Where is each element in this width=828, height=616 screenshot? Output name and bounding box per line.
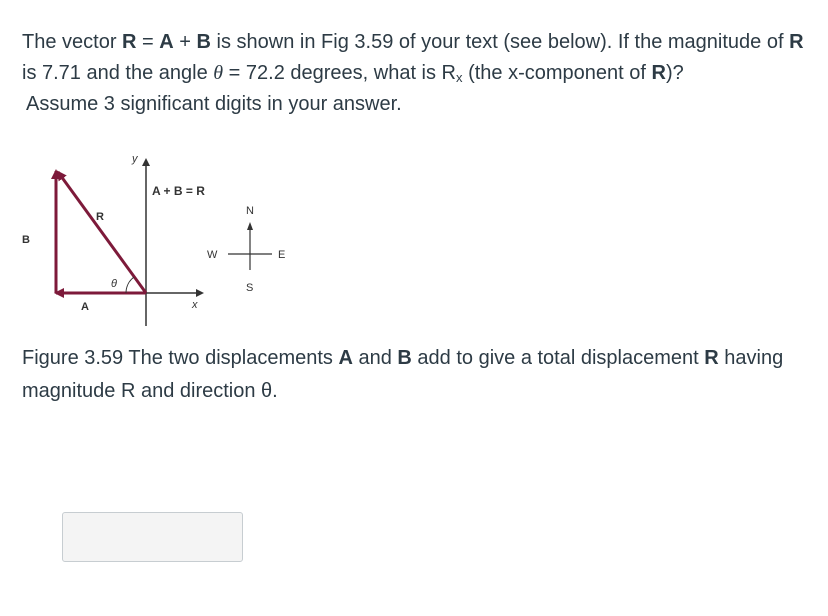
vector-B-label: B [22,234,30,246]
question-text-part: is 7.71 and the angle [22,62,214,84]
sum-equation-label: A + B = R [152,184,205,198]
theta-arc [126,277,134,293]
question-text-part: )? [665,62,684,84]
question-text-part: + [173,31,197,53]
figure-caption [22,342,802,408]
vector-R [58,172,146,293]
figure-3-59 [18,150,308,330]
vector-diagram [18,150,308,330]
vector-B-bold: B [196,31,211,53]
caption-text-part: and [352,347,398,369]
caption-text-part: add to give a total displacement [411,347,705,369]
vector-R-label: R [96,211,104,223]
theta-label: θ [111,278,117,290]
vector-R-bold: R [789,31,804,53]
y-axis-label: y [132,153,138,165]
vector-A-label: A [81,301,89,313]
compass-north-label: N [246,205,254,217]
vector-R-bold: R [651,62,666,84]
question-text [22,27,812,120]
subscript-x: x [456,70,463,85]
question-text-part: = [136,31,160,53]
answer-input[interactable] [62,512,243,562]
caption-text-part: Figure 3.59 The two displacements [22,347,339,369]
caption-vector-A: A [338,347,353,369]
compass-south-label: S [246,282,254,294]
significant-digits-note: Assume 3 significant digits in your answer. [26,93,402,115]
caption-text-part: having magnitude R and direction θ. [22,347,784,402]
question-text-part: (the x-component of [462,62,652,84]
question-text-part: is shown in Fig 3.59 of your text (see below). If the magnitude of [211,31,790,53]
compass-east-label: E [278,249,286,261]
caption-vector-B: B [397,347,412,369]
vector-R-bold: R [122,31,137,53]
compass-icon [207,205,285,294]
theta-symbol: θ [213,62,224,84]
question-text-part: The vector [22,31,123,53]
compass-west-label: W [207,249,218,261]
vector-A-bold: A [159,31,174,53]
question-text-part: = 72.2 degrees, what is R [223,62,457,84]
x-axis-label: x [192,299,198,311]
caption-vector-R: R [704,347,719,369]
